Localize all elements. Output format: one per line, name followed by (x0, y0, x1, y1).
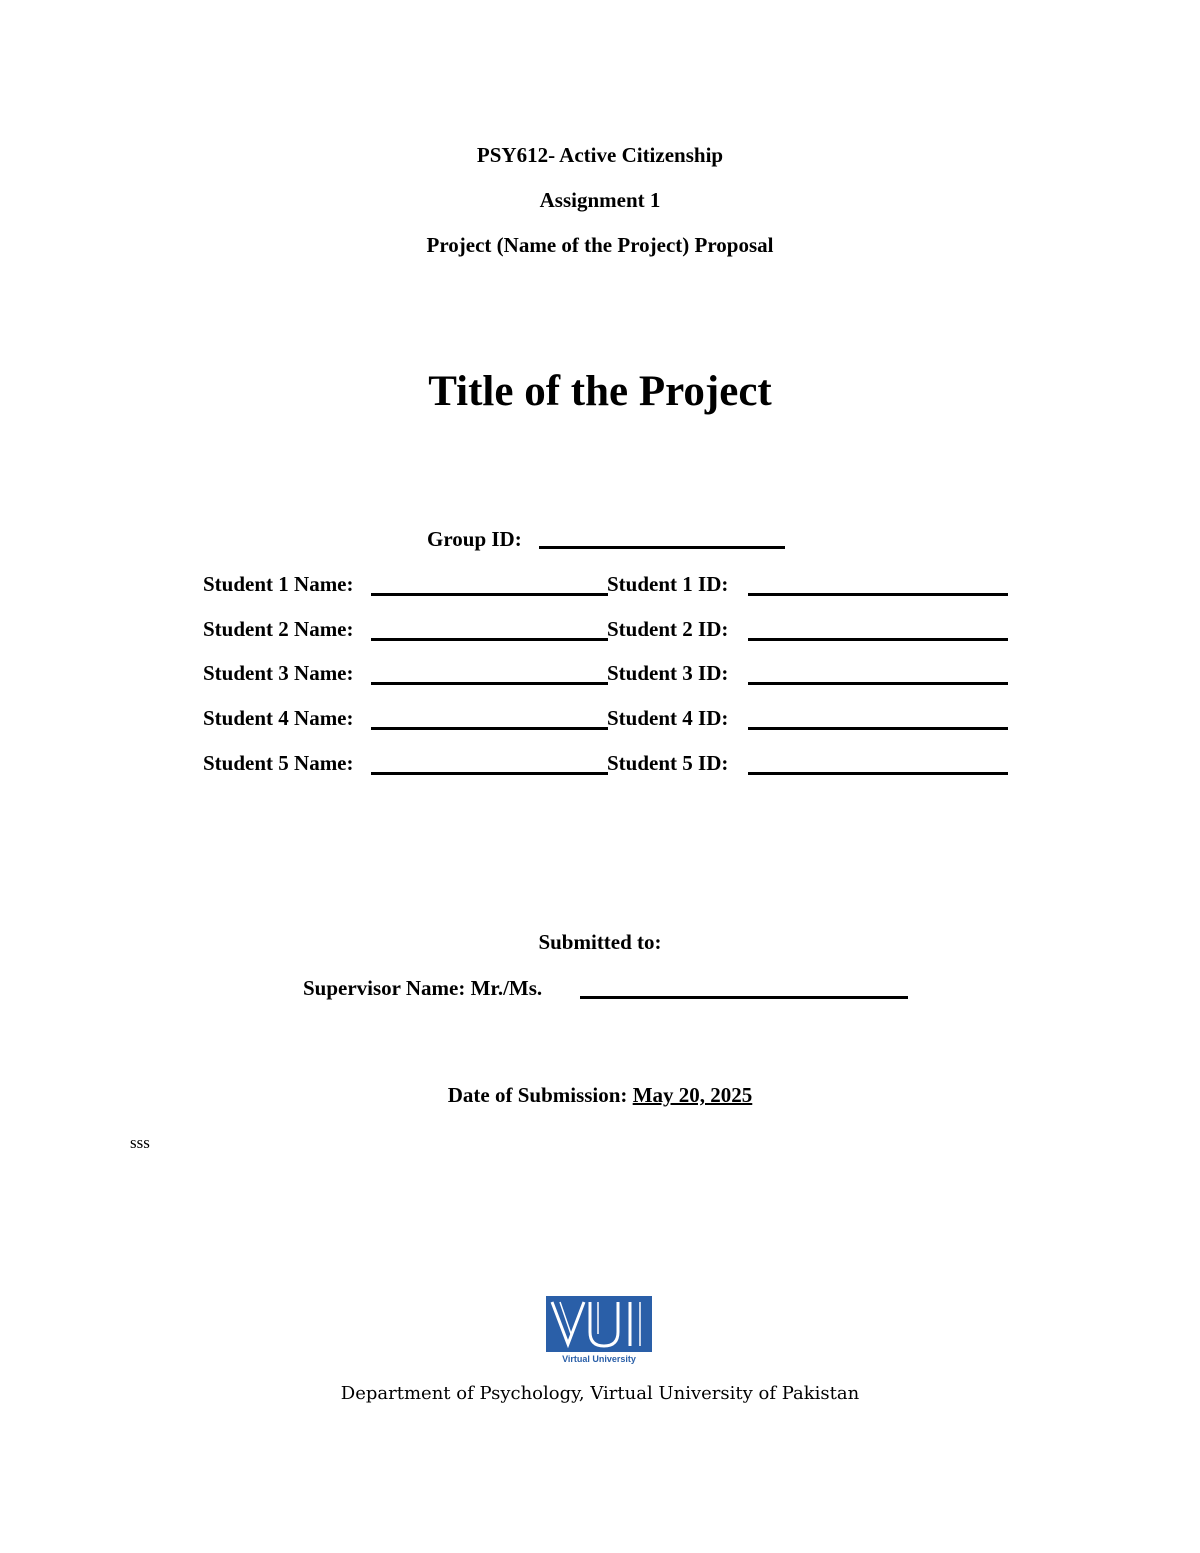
student-id-field[interactable] (748, 638, 1008, 641)
group-id-field[interactable] (539, 546, 785, 549)
group-id-label: Group ID: (427, 527, 522, 551)
student-id-field[interactable] (748, 727, 1008, 730)
student-id-field[interactable] (748, 682, 1008, 685)
student-id-label: Student 3 ID: (607, 661, 729, 685)
date-of-submission (0, 1082, 1200, 1108)
date-value: May 20, 2025 (632, 1083, 753, 1107)
student-name-field[interactable] (371, 638, 608, 641)
student-name-label: Student 4 Name: (203, 706, 354, 730)
student-id-label: Student 5 ID: (607, 751, 729, 775)
supervisor-name-field[interactable] (580, 996, 908, 999)
stray-text: sss (130, 1133, 150, 1152)
logo-caption: Virtual University (562, 1354, 636, 1364)
student-id-field[interactable] (748, 593, 1008, 596)
course-title: PSY612- Active Citizenship (476, 143, 724, 167)
proposal-label: Project (Name of the Project) Proposal (426, 233, 774, 257)
supervisor-label: Supervisor Name: Mr./Ms. (303, 976, 543, 1000)
footer-department: Department of Psychology, Virtual University of Pakistan (340, 1383, 860, 1404)
student-name-field[interactable] (371, 772, 608, 775)
student-name-label: Student 2 Name: (203, 617, 354, 641)
assignment-label: Assignment 1 (539, 188, 661, 212)
student-name-field[interactable] (371, 682, 608, 685)
student-name-label: Student 1 Name: (203, 572, 354, 596)
virtual-university-logo (546, 1296, 652, 1364)
student-id-field[interactable] (748, 772, 1008, 775)
project-title: Title of the Project (428, 368, 772, 415)
submitted-to-label: Submitted to: (538, 930, 662, 954)
student-name-field[interactable] (371, 593, 608, 596)
student-id-label: Student 1 ID: (607, 572, 729, 596)
student-name-field[interactable] (371, 727, 608, 730)
student-id-label: Student 2 ID: (607, 617, 729, 641)
student-name-label: Student 3 Name: (203, 661, 354, 685)
date-label: Date of Submission: (447, 1083, 628, 1107)
student-name-label: Student 5 Name: (203, 751, 354, 775)
student-id-label: Student 4 ID: (607, 706, 729, 730)
